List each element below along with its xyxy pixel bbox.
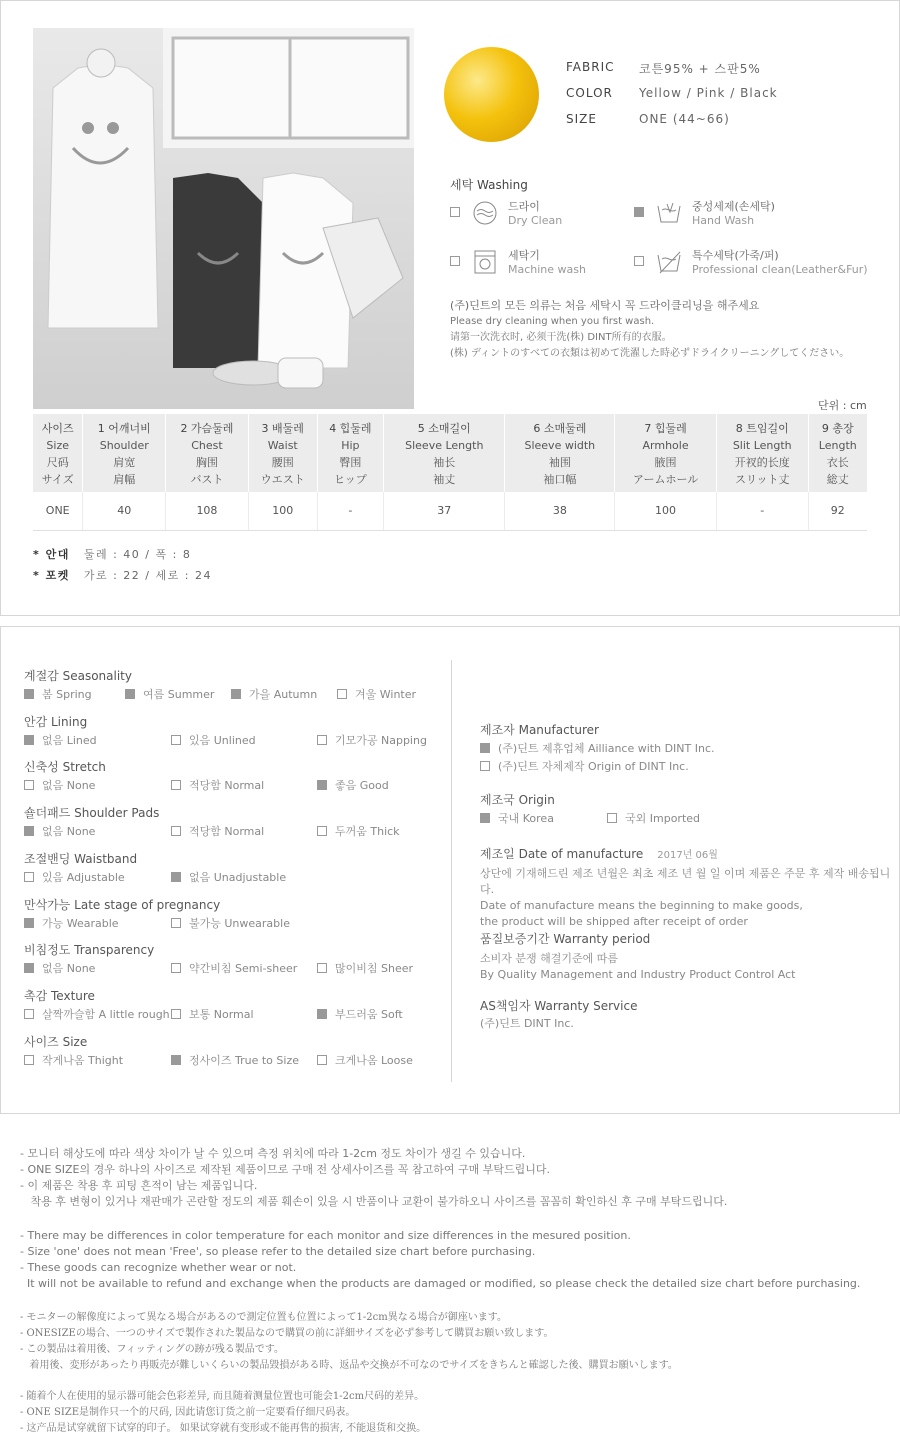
- extra-label: * 안대: [33, 548, 70, 561]
- attribute-option[interactable]: [317, 960, 413, 976]
- header-size: 사이즈 Size 尺码 サイズ: [33, 414, 83, 492]
- wash-label: 특수세탁(가죽/퍼): [692, 249, 779, 262]
- service-value: (주)딘트 DINT Inc.: [480, 1017, 574, 1030]
- table-cell: -: [716, 492, 808, 530]
- checkbox-checked[interactable]: [24, 689, 34, 699]
- checkbox-checked[interactable]: [634, 207, 644, 217]
- checkbox-checked[interactable]: [171, 1055, 181, 1065]
- checkbox[interactable]: [171, 963, 181, 973]
- option-label: 겨울 Winter: [355, 688, 417, 701]
- note-en: Please dry cleaning when you first wash.: [450, 316, 655, 327]
- wash-label: 드라이: [508, 200, 540, 213]
- option-label: 여름 Summer: [143, 688, 215, 701]
- attribute-option[interactable]: [24, 686, 92, 702]
- option-label: 부드러움 Soft: [335, 1007, 403, 1021]
- product-photo-illustration: [33, 28, 414, 409]
- checkbox-checked[interactable]: [317, 780, 327, 790]
- header-chest: 2 가슴둘레 Chest 胸围 バスト: [166, 414, 249, 492]
- option-label: 봄 Spring: [42, 688, 92, 701]
- washing-notes: [450, 298, 849, 362]
- option-label: 없음 Unadjustable: [189, 870, 287, 884]
- attribute-option[interactable]: [317, 1006, 403, 1022]
- attribute-group-title: 숄더패드 Shoulder Pads: [24, 806, 160, 821]
- checkbox[interactable]: [337, 689, 347, 699]
- checkbox[interactable]: [24, 1055, 34, 1065]
- wash-label: 중성세제(손세탁): [692, 200, 775, 213]
- checkbox-checked[interactable]: [24, 735, 34, 745]
- checkbox[interactable]: [171, 780, 181, 790]
- option-label: 보통 Normal: [189, 1007, 254, 1021]
- fabric-swatch: [444, 47, 539, 142]
- date-notes: 상단에 기재해드린 제조 년월은 최초 제조 년 월 일 이며 제품은 주문 후 제작 배송됩니다. Date of manufacture means the beginning to make goods, the product will be shipped after receipt of order: [480, 867, 891, 928]
- attribute-option[interactable]: [231, 686, 317, 702]
- checkbox-checked[interactable]: [480, 743, 490, 753]
- option-label: 없음 None: [42, 825, 96, 839]
- extra-pocket: [33, 567, 212, 583]
- attribute-group-title: 만삭가능 Late stage of pregnancy: [24, 897, 221, 912]
- option-label: 불가능 Unwearable: [189, 916, 290, 930]
- attribute-option[interactable]: [317, 823, 400, 839]
- table-cell: 92: [808, 492, 867, 530]
- checkbox-checked[interactable]: [125, 689, 135, 699]
- checkbox[interactable]: [634, 256, 644, 266]
- origin-title: 제조국 Origin: [480, 793, 555, 807]
- option-label: 가능 Wearable: [42, 916, 119, 930]
- attribute-group-title: 비침정도 Transparency: [24, 943, 155, 958]
- extra-value: 둘레 : 40 / 폭 : 8: [83, 548, 192, 561]
- checkbox[interactable]: [480, 761, 490, 771]
- attribute-option[interactable]: [24, 869, 125, 885]
- wash-sublabel: Machine wash: [508, 263, 586, 276]
- option-label: (주)딘트 제휴업체 Ailliance with DINT Inc.: [498, 742, 715, 755]
- manufacturer-option-origin[interactable]: [480, 758, 689, 774]
- footer-notes-en: - There may be differences in color temperature for each monitor and size differences in the mesured position. - Size 'one' does not mean 'Free', so please refer to the detailed size chart before purchasing. - These goods can recognize whether wear or not. It will not be available to refund and exchange when the products are damaged or modified, so please check the detailed size chart before purchasing.: [20, 1229, 861, 1290]
- spec-key: SIZE: [566, 112, 597, 126]
- spec-row-fabric: [566, 60, 778, 86]
- option-label: 살짝까슬함 A little rough: [42, 1007, 170, 1021]
- attribute-option[interactable]: [171, 960, 297, 976]
- origin-option-korea[interactable]: [480, 810, 554, 826]
- table-cell: 38: [505, 492, 615, 530]
- service-title: AS책임자 Warranty Service: [480, 999, 638, 1013]
- option-label: 두꺼움 Thick: [335, 825, 400, 839]
- wash-sublabel: Hand Wash: [692, 214, 755, 227]
- option-label: 많이비침 Sheer: [335, 962, 414, 976]
- attribute-option[interactable]: [125, 686, 214, 702]
- attribute-option[interactable]: [24, 1052, 123, 1068]
- attribute-option[interactable]: [24, 777, 95, 793]
- option-label: 국외 Imported: [625, 812, 701, 825]
- checkbox[interactable]: [317, 735, 327, 745]
- extra-eyepatch: [33, 546, 191, 562]
- professional-wash-icon: [656, 249, 682, 275]
- checkbox[interactable]: [317, 963, 327, 973]
- attribute-group-title: 안감 Lining: [24, 714, 88, 729]
- attribute-option[interactable]: [317, 1052, 413, 1068]
- wash-option-dry-clean[interactable]: [450, 200, 562, 228]
- checkbox-checked[interactable]: [480, 813, 490, 823]
- option-label: 정사이즈 True to Size: [189, 1053, 299, 1067]
- header-waist: 3 배둘레 Waist 腰围 ウエスト: [248, 414, 317, 492]
- attribute-option[interactable]: [337, 686, 416, 702]
- checkbox[interactable]: [24, 780, 34, 790]
- option-label: 크게나옴 Loose: [335, 1053, 413, 1067]
- note-cn: 请第一次洗衣时, 必须干洗(株) DINT所有的衣服。: [450, 332, 672, 343]
- header-length: 9 총장 Length 衣长 総丈: [808, 414, 867, 492]
- header-sleeve-width: 6 소매둘레 Sleeve width 袖围 袖口幅: [505, 414, 615, 492]
- option-label: 없음 None: [42, 779, 96, 793]
- option-label: 있음 Adjustable: [42, 870, 125, 884]
- table-cell: ONE: [33, 492, 83, 530]
- spec-value: ONE (44~66): [639, 112, 730, 126]
- table-row: [33, 492, 867, 530]
- option-label: 없음 Lined: [42, 733, 97, 747]
- spec-value: 코튼95% + 스판5%: [639, 62, 761, 76]
- warranty-title: 품질보증기간 Warranty period: [480, 932, 651, 946]
- column-divider: [451, 660, 452, 1082]
- table-cell: 108: [166, 492, 249, 530]
- spec-value: Yellow / Pink / Black: [639, 86, 778, 100]
- checkbox[interactable]: [24, 872, 34, 882]
- attribute-option[interactable]: [24, 960, 95, 976]
- table-cell: 100: [248, 492, 317, 530]
- washing-machine-icon: [472, 249, 498, 275]
- attribute-option[interactable]: [24, 823, 95, 839]
- manufacturer-option-alliance[interactable]: [480, 740, 715, 756]
- wash-label: 세탁기: [508, 249, 540, 262]
- attribute-group-title: 계절감 Seasonality: [24, 669, 132, 683]
- warranty-notes: 소비자 분쟁 해결기준에 따름 By Quality Management and Industry Product Control Act: [480, 952, 796, 981]
- attribute-option[interactable]: [171, 1006, 254, 1022]
- note-jp: (株) ディントのすべての衣類は初めて洗濯した時必ずドライクリーニングしてください。: [450, 348, 850, 359]
- checkbox-checked[interactable]: [171, 872, 181, 882]
- attribute-group-title: 신축성 Stretch: [24, 760, 106, 775]
- checkbox-checked[interactable]: [24, 826, 34, 836]
- table-cell: -: [317, 492, 383, 530]
- wash-sublabel: Professional clean(Leather&Fur): [692, 263, 868, 276]
- attribute-option[interactable]: [24, 732, 97, 748]
- attribute-option[interactable]: [317, 732, 427, 748]
- option-label: 있음 Unlined: [189, 733, 256, 747]
- hand-wash-icon: [656, 200, 682, 226]
- checkbox-checked[interactable]: [24, 918, 34, 928]
- footer-notes-jp: - モニターの解像度によって異なる場合があるので測定位置も位置によって1-2cm異なる場合が御座います。 - ONESIZEの場合、一つのサイズで製作された製品なので購買の前に詳細サイズを必ず参考して購買お願い致します。 - この製品は着用後、フィッティングの跡が残る製品です。 着用後、変形があったり再販売が難しいくらいの製品毀損がある時、返品や交換が不可なのでサイズをきちんと確認した後、購買お願いします。: [20, 1312, 678, 1371]
- manufacturer-title: 제조자 Manufacturer: [480, 723, 599, 737]
- attribute-option[interactable]: [171, 823, 264, 839]
- checkbox-checked[interactable]: [317, 1009, 327, 1019]
- option-label: 기모가공 Napping: [335, 733, 427, 747]
- option-label: 약간비침 Semi-sheer: [189, 962, 298, 976]
- spec-key: FABRIC: [566, 60, 615, 74]
- washing-title: 세탁 Washing: [450, 178, 528, 192]
- date-title: 제조일 Date of manufacture 2017년 06월: [480, 847, 718, 861]
- footer-notes-ko: - 모니터 해상도에 따라 색상 차이가 날 수 있으며 측정 위치에 따라 1-2cm 정도 차이가 생길 수 있습니다. - ONE SIZE의 경우 하나의 사이즈로 제작된 제품이므로 구매 전 상세사이즈를 꼭 참고하여 구매 부탁드립니다. - 이 제품은 착용 후 피팅 흔적이 남는 제품입니다. 착용 후 변형이 있거나 재판매가 곤란할 정도의 제품 훼손이 있을 시 반품이나 교환이 불가하오니 사이즈를 꼼꼼히 확인하신 후 구매 부탁드립니다.: [20, 1147, 728, 1208]
- attribute-option[interactable]: [24, 915, 119, 931]
- option-label: (주)딘트 자체제작 Origin of DINT Inc.: [498, 760, 689, 773]
- extra-value: 가로 : 22 / 세로 : 24: [83, 569, 212, 582]
- checkbox[interactable]: [24, 1009, 34, 1019]
- attribute-option[interactable]: [24, 1006, 170, 1022]
- spec-row-size: [566, 112, 778, 138]
- checkbox[interactable]: [171, 735, 181, 745]
- attribute-group-title: 조절밴딩 Waistband: [24, 851, 138, 866]
- table-cell: 37: [384, 492, 505, 530]
- attribute-option[interactable]: [171, 777, 264, 793]
- checkbox[interactable]: [317, 826, 327, 836]
- checkbox[interactable]: [171, 918, 181, 928]
- unit-label: 단위 : cm: [818, 399, 867, 412]
- option-label: 좋음 Good: [335, 779, 389, 793]
- checkbox[interactable]: [171, 826, 181, 836]
- checkbox-checked[interactable]: [24, 963, 34, 973]
- attribute-option[interactable]: [171, 915, 290, 931]
- checkbox[interactable]: [317, 1055, 327, 1065]
- option-label: 가을 Autumn: [249, 688, 318, 701]
- footer-notes-cn: - 随着个人在使用的显示器可能会色彩差异, 而且随着测量位置也可能会1-2cm尺码的差异。 - ONE SIZE是制作只一个的尺码, 因此请您订货之前一定要看仔细尺码表。 - 这产品是试穿就留下试穿的印子。 如果试穿就有变形或不能再售的损害, 不能退货和交换。: [20, 1391, 427, 1434]
- attribute-group-title: 촉감 Texture: [24, 988, 95, 1003]
- product-photo: [33, 28, 414, 409]
- wash-option-machine[interactable]: [450, 249, 586, 277]
- extra-label: * 포켓: [33, 569, 70, 582]
- note-ko: (주)딘트의 모든 의류는 처음 세탁시 꼭 드라이클리닝을 해주세요: [450, 299, 760, 312]
- spec-key: COLOR: [566, 86, 613, 100]
- wash-sublabel: Dry Clean: [508, 214, 563, 227]
- option-label: 작게나옴 Thight: [42, 1053, 124, 1067]
- option-label: 적당함 Normal: [189, 825, 265, 839]
- spec-list: [566, 60, 778, 138]
- size-table: [33, 414, 867, 531]
- origin-option-imported[interactable]: [607, 810, 700, 826]
- option-label: 적당함 Normal: [189, 779, 265, 793]
- option-label: 국내 Korea: [498, 812, 554, 825]
- table-cell: 40: [83, 492, 166, 530]
- attribute-option[interactable]: [171, 732, 256, 748]
- attribute-option[interactable]: [317, 777, 389, 793]
- wash-option-professional[interactable]: [634, 249, 868, 277]
- attribute-group-title: 사이즈 Size: [24, 1034, 88, 1049]
- header-armhole: 7 힙둘레 Armhole 腋围 アームホール: [615, 414, 717, 492]
- attribute-option[interactable]: [171, 869, 286, 885]
- header-slit-length: 8 트임길이 Slit Length 开衩的长度 スリット丈: [716, 414, 808, 492]
- checkbox[interactable]: [450, 256, 460, 266]
- option-label: 없음 None: [42, 962, 96, 976]
- checkbox[interactable]: [450, 207, 460, 217]
- table-cell: 100: [615, 492, 717, 530]
- dry-clean-icon: [472, 200, 498, 226]
- header-hip: 4 힙둘레 Hip 臀围 ヒップ: [317, 414, 383, 492]
- date-value: 2017년 06월: [657, 850, 718, 861]
- checkbox[interactable]: [171, 1009, 181, 1019]
- header-sleeve-length: 5 소매길이 Sleeve Length 袖长 袖丈: [384, 414, 505, 492]
- wash-option-hand-wash[interactable]: [634, 200, 775, 228]
- checkbox[interactable]: [607, 813, 617, 823]
- header-shoulder: 1 어깨너비 Shoulder 肩宽 肩幅: [83, 414, 166, 492]
- checkbox-checked[interactable]: [231, 689, 241, 699]
- size-table-header: [33, 414, 867, 492]
- attribute-option[interactable]: [171, 1052, 299, 1068]
- spec-row-color: [566, 86, 778, 112]
